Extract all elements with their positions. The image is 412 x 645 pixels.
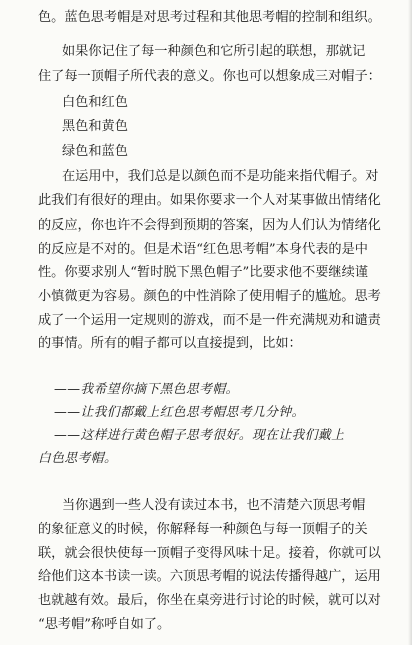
text-line-9: 的反应，你也许不会得到预期的答案，因为人们认为情绪化 bbox=[38, 218, 381, 233]
page-edge-shadow bbox=[408, 0, 412, 645]
text-line-19: 当你遇到一些人没有读过本书，也不清楚六顶思考帽 bbox=[62, 498, 366, 513]
text-line-3: 住了每一顶帽子所代表的意义。你也可以想象成三对帽子： bbox=[38, 69, 381, 84]
text-line-21: 联，就会很快使每一顶帽子变得风味十足。接着，你就可以 bbox=[38, 546, 381, 561]
hat-pair-black-yellow: 黑色和黄色 bbox=[62, 119, 128, 134]
example-quote-3: ——这样进行黄色帽子思考很好。现在让我们戴上 bbox=[54, 428, 345, 443]
text-line-23: 也就越有效。最后，你坐在桌旁进行讨论的时候，就可以对 bbox=[38, 593, 381, 608]
text-line-1: 色。蓝色思考帽是对思考过程和其他思考帽的控制和组织。 bbox=[38, 10, 381, 25]
text-line-14: 的事情。所有的帽子都可以直接提到，比如： bbox=[38, 336, 302, 351]
example-quote-1: ——我希望你摘下黑色思考帽。 bbox=[54, 382, 239, 397]
text-line-13: 成了一个运用一定规则的游戏，而不是一件充满规劝和谴责 bbox=[38, 313, 381, 328]
text-line-2: 如果你记住了每一种颜色和它所引起的联想，那就记 bbox=[62, 44, 366, 59]
text-line-22: 给他们这本书读一读。六顶思考帽的说法传播得越广，运用 bbox=[38, 569, 381, 584]
text-line-8: 此我们有很好的理由。如果你要求一个人对某事做出情绪化 bbox=[38, 193, 381, 208]
hat-pair-green-blue: 绿色和蓝色 bbox=[62, 144, 128, 159]
example-quote-3-cont: 白色思考帽。 bbox=[38, 451, 118, 466]
text-line-12: 小慎微更为容易。颜色的中性消除了使用帽子的尴尬。思考 bbox=[38, 289, 381, 304]
text-line-10: 的反应是不对的。但是术语“红色思考帽”本身代表的是中 bbox=[38, 242, 368, 257]
hat-pair-white-red: 白色和红色 bbox=[62, 95, 128, 110]
text-line-11: 性。你要求别人“暂时脱下黑色帽子”比要求他不要继续谨 bbox=[38, 265, 368, 280]
text-line-20: 的象征意义的时候，你解释每一种颜色与每一顶帽子的关 bbox=[38, 522, 368, 537]
text-line-7: 在运用中，我们总是以颜色而不是功能来指代帽子。对 bbox=[62, 169, 379, 184]
text-line-24: “思考帽”称呼自如了。 bbox=[38, 617, 171, 632]
example-quote-2: ——让我们都戴上红色思考帽思考几分钟。 bbox=[54, 405, 305, 420]
